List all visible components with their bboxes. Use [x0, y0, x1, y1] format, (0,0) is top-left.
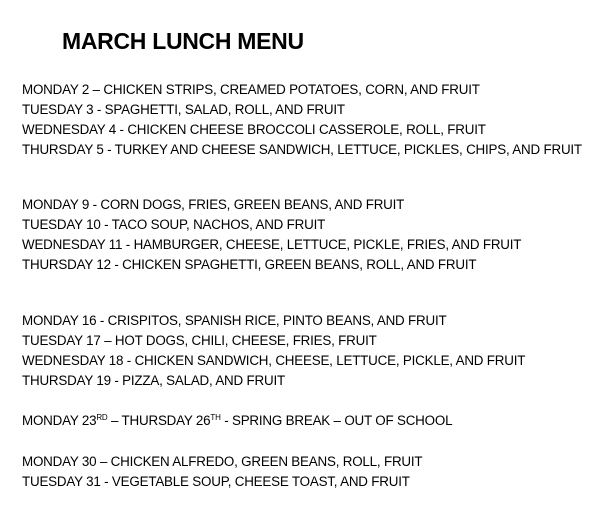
- spring-break-end: – THURSDAY 26: [107, 413, 211, 428]
- menu-line: TUESDAY 31 - VEGETABLE SOUP, CHEESE TOAST, AND FRUIT: [22, 474, 410, 489]
- menu-line: WEDNESDAY 4 - CHICKEN CHEESE BROCCOLI CASSEROLE, ROLL, FRUIT: [22, 122, 486, 137]
- spring-break-text: - SPRING BREAK – OUT OF SCHOOL: [220, 413, 453, 428]
- menu-line: WEDNESDAY 18 - CHICKEN SANDWICH, CHEESE, LETTUCE, PICKLE, AND FRUIT: [22, 353, 526, 368]
- week-2-menu: [22, 195, 521, 275]
- week-1-menu: [22, 80, 582, 160]
- week-5-menu: [22, 452, 422, 492]
- spring-break-notice: [22, 411, 452, 431]
- menu-line: THURSDAY 19 - PIZZA, SALAD, AND FRUIT: [22, 373, 285, 388]
- ordinal-suffix: TH: [210, 413, 221, 422]
- menu-line: MONDAY 2 – CHICKEN STRIPS, CREAMED POTATOES, CORN, AND FRUIT: [22, 82, 480, 97]
- menu-line: MONDAY 30 – CHICKEN ALFREDO, GREEN BEANS, ROLL, FRUIT: [22, 454, 423, 469]
- menu-line: WEDNESDAY 11 - HAMBURGER, CHEESE, LETTUCE, PICKLE, FRIES, AND FRUIT: [22, 237, 522, 252]
- menu-line: THURSDAY 5 - TURKEY AND CHEESE SANDWICH, LETTUCE, PICKLES, CHIPS, AND FRUIT: [22, 142, 582, 157]
- menu-line: TUESDAY 17 – HOT DOGS, CHILI, CHEESE, FRIES, FRUIT: [22, 333, 377, 348]
- menu-line: THURSDAY 12 - CHICKEN SPAGHETTI, GREEN BEANS, ROLL, AND FRUIT: [22, 257, 477, 272]
- page-title: MARCH LUNCH MENU: [62, 28, 304, 54]
- menu-line: TUESDAY 10 - TACO SOUP, NACHOS, AND FRUIT: [22, 217, 326, 232]
- week-3-menu: [22, 311, 525, 391]
- menu-line: MONDAY 16 - CRISPITOS, SPANISH RICE, PINTO BEANS, AND FRUIT: [22, 313, 447, 328]
- menu-line: TUESDAY 3 - SPAGHETTI, SALAD, ROLL, AND FRUIT: [22, 102, 345, 117]
- spring-break-start: MONDAY 23: [22, 413, 97, 428]
- ordinal-suffix: RD: [96, 413, 108, 422]
- menu-line: MONDAY 9 - CORN DOGS, FRIES, GREEN BEANS, AND FRUIT: [22, 197, 405, 212]
- spring-break-line: [22, 411, 452, 431]
